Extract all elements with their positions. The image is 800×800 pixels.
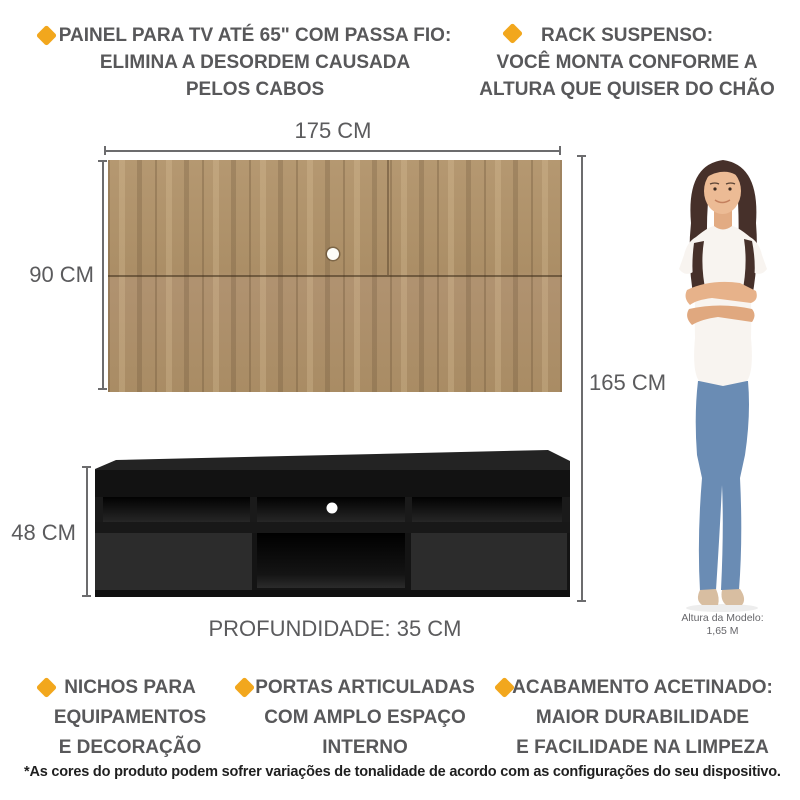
rack-left-niche bbox=[103, 497, 250, 522]
rack-center-opening bbox=[257, 533, 405, 588]
model-shadow bbox=[686, 604, 758, 612]
dimension-line-width bbox=[105, 150, 561, 152]
model-caption bbox=[650, 612, 795, 638]
tv-panel-graphic bbox=[108, 160, 562, 392]
dimension-tick bbox=[98, 160, 107, 162]
cable-hole bbox=[327, 248, 339, 260]
feature-line: E DECORAÇÃO bbox=[58, 737, 202, 758]
feature-line: MAIOR DURABILIDADE bbox=[535, 707, 750, 728]
rack-top-face bbox=[95, 450, 570, 470]
dimension-line-panel-height bbox=[102, 161, 104, 389]
footnote: *As cores do produto podem sofrer variações de tonalidade de acordo com as configurações do seu dispositivo. bbox=[24, 764, 781, 780]
feature-line: NICHOS PARA bbox=[64, 677, 196, 698]
dimension-tick bbox=[577, 155, 586, 157]
model-eye bbox=[713, 187, 716, 190]
rack-bottom-lip bbox=[95, 590, 570, 597]
feature-rack-suspenso bbox=[468, 22, 786, 103]
feature-panel-passa-fio bbox=[30, 22, 480, 103]
feature-line: INTERNO bbox=[322, 737, 408, 758]
feature-portas bbox=[255, 673, 475, 763]
model-eye bbox=[728, 187, 731, 190]
model-shoe bbox=[698, 589, 719, 605]
tv-rack-graphic bbox=[80, 448, 580, 603]
model-caption-line: 1,65 M bbox=[706, 625, 739, 637]
feature-nichos bbox=[25, 673, 235, 763]
panel-board-seam bbox=[387, 160, 389, 275]
diamond-bullet-icon bbox=[234, 677, 255, 698]
feature-acabamento bbox=[495, 673, 790, 763]
panel-height-label: 90 CM bbox=[29, 262, 94, 287]
rack-mid-shelf bbox=[95, 522, 570, 533]
depth-label: PROFUNDIDADE: 35 CM bbox=[208, 616, 462, 641]
feature-line: ACABAMENTO ACETINADO: bbox=[512, 677, 773, 698]
rack-cable-hole bbox=[327, 503, 338, 514]
dimension-line-overall-height bbox=[581, 156, 583, 602]
rack-height-label: 48 CM bbox=[11, 520, 76, 545]
rack-left-door bbox=[95, 533, 252, 590]
dimension-tick bbox=[104, 146, 106, 155]
dimension-tick bbox=[559, 146, 561, 155]
panel-width-label: 175 CM bbox=[294, 118, 372, 143]
feature-line: PELOS CABOS bbox=[185, 79, 325, 100]
panel-seam bbox=[108, 275, 562, 277]
feature-line: ELIMINA A DESORDEM CAUSADA bbox=[99, 52, 411, 73]
overall-height-label: 165 CM bbox=[589, 370, 667, 395]
feature-line: E FACILIDADE NA LIMPEZA bbox=[516, 737, 769, 758]
feature-line: VOCÊ MONTA CONFORME A bbox=[496, 52, 758, 73]
feature-line: RACK SUSPENSO: bbox=[540, 25, 714, 46]
feature-line: PAINEL PARA TV ATÉ 65" COM PASSA FIO: bbox=[58, 25, 452, 46]
model-jeans bbox=[696, 381, 749, 591]
model-caption-line: Altura da Modelo: bbox=[681, 612, 764, 624]
rack-right-door bbox=[411, 533, 567, 590]
feature-line: ALTURA QUE QUISER DO CHÃO bbox=[479, 79, 775, 100]
rack-top-slab bbox=[95, 470, 570, 497]
model-shoe bbox=[722, 589, 745, 605]
feature-line: COM AMPLO ESPAÇO bbox=[264, 707, 466, 728]
feature-line: EQUIPAMENTOS bbox=[53, 707, 207, 728]
rack-right-niche bbox=[412, 497, 562, 522]
feature-line: PORTAS ARTICULADAS bbox=[255, 677, 475, 698]
dimension-tick bbox=[98, 388, 107, 390]
model-photo bbox=[650, 153, 795, 613]
